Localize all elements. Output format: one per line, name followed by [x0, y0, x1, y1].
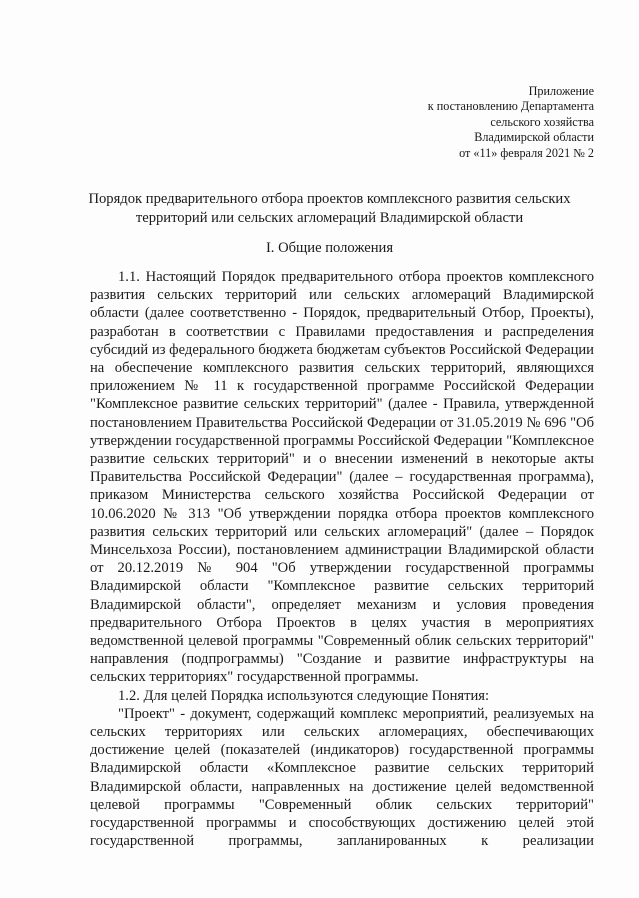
document-body	[90, 268, 594, 851]
appendix-block	[334, 84, 594, 161]
document-title: Порядок предварительного отбора проектов комплексного развития сельских территорий или сельских агломераций Владимирской области	[88, 191, 571, 226]
paragraph-1-2: 1.2. Для целей Порядка используются следующие Понятия:	[118, 687, 490, 704]
appendix-line: к постановлению Департамента	[427, 99, 594, 114]
appendix-line: Владимирской области	[474, 130, 594, 145]
appendix-line: Приложение	[528, 84, 594, 98]
section-heading: I. Общие положения	[265, 240, 394, 256]
appendix-date-line: от «11» февраля 2021 № 2	[459, 145, 594, 160]
paragraph-project-definition: "Проект" - документ, содержащий комплекс мероприятий, реализуемых на сельских территориях или сельских агломерациях, обеспечивающих достижение целей (показателей (индикаторов) государственной программы Владимирской области «Комплексное развитие сельских территорий Владимирской области, направленных на достижение целей ведомственной целевой программы "Современный облик сельских территорий" государственной программы и способствующих достижению целей этой государственной программы, запланированных к реализации	[90, 705, 594, 850]
paragraph-1-1: 1.1. Настоящий Порядок предварительного отбора проектов комплексного развития сельских территорий или сельских агломераций Владимирской области (далее соответственно - Порядок, предварительный Отбор, Проекты), разработан в соответствии с Правилами предоставления и распределения субсидий из федерального бюджета бюджетам субъектов Российской Федерации на обеспечение комплексного развития сельских территорий, являющихся приложением № 11 к государственной программе Российской Федерации "Комплексное развитие сельских территорий" (далее - Правила, утвержденной постановлением Правительства Российской Федерации от 31.05.2019 № 696 "Об утверждении государственной программы Российской Федерации "Комплексное развитие сельских территорий" и о внесении изменений в некоторые акты Правительства Российской Федерации" (далее – государственная программа), приказом Министерства сельского хозяйства Российской Федерации от 10.06.2020 № 313 "Об утверждении порядка отбора проектов комплексного развития сельских территорий или сельских агломераций" (далее – Порядок Минсельхоза России), постановлением администрации Владимирской области от 20.12.2019 № 904 "Об утверждении государственной программы Владимирской области "Комплексное развитие сельских территорий Владимирской области", определяет механизм и условия проведения предварительного Отбора Проектов в целях участия в мероприятиях ведомственной целевой программы "Современный облик сельских территорий" направления (подпрограммы) "Создание и развитие инфраструктуры на сельских территориях" государственной программы.	[90, 269, 594, 686]
appendix-line: сельского хозяйства	[490, 114, 594, 129]
